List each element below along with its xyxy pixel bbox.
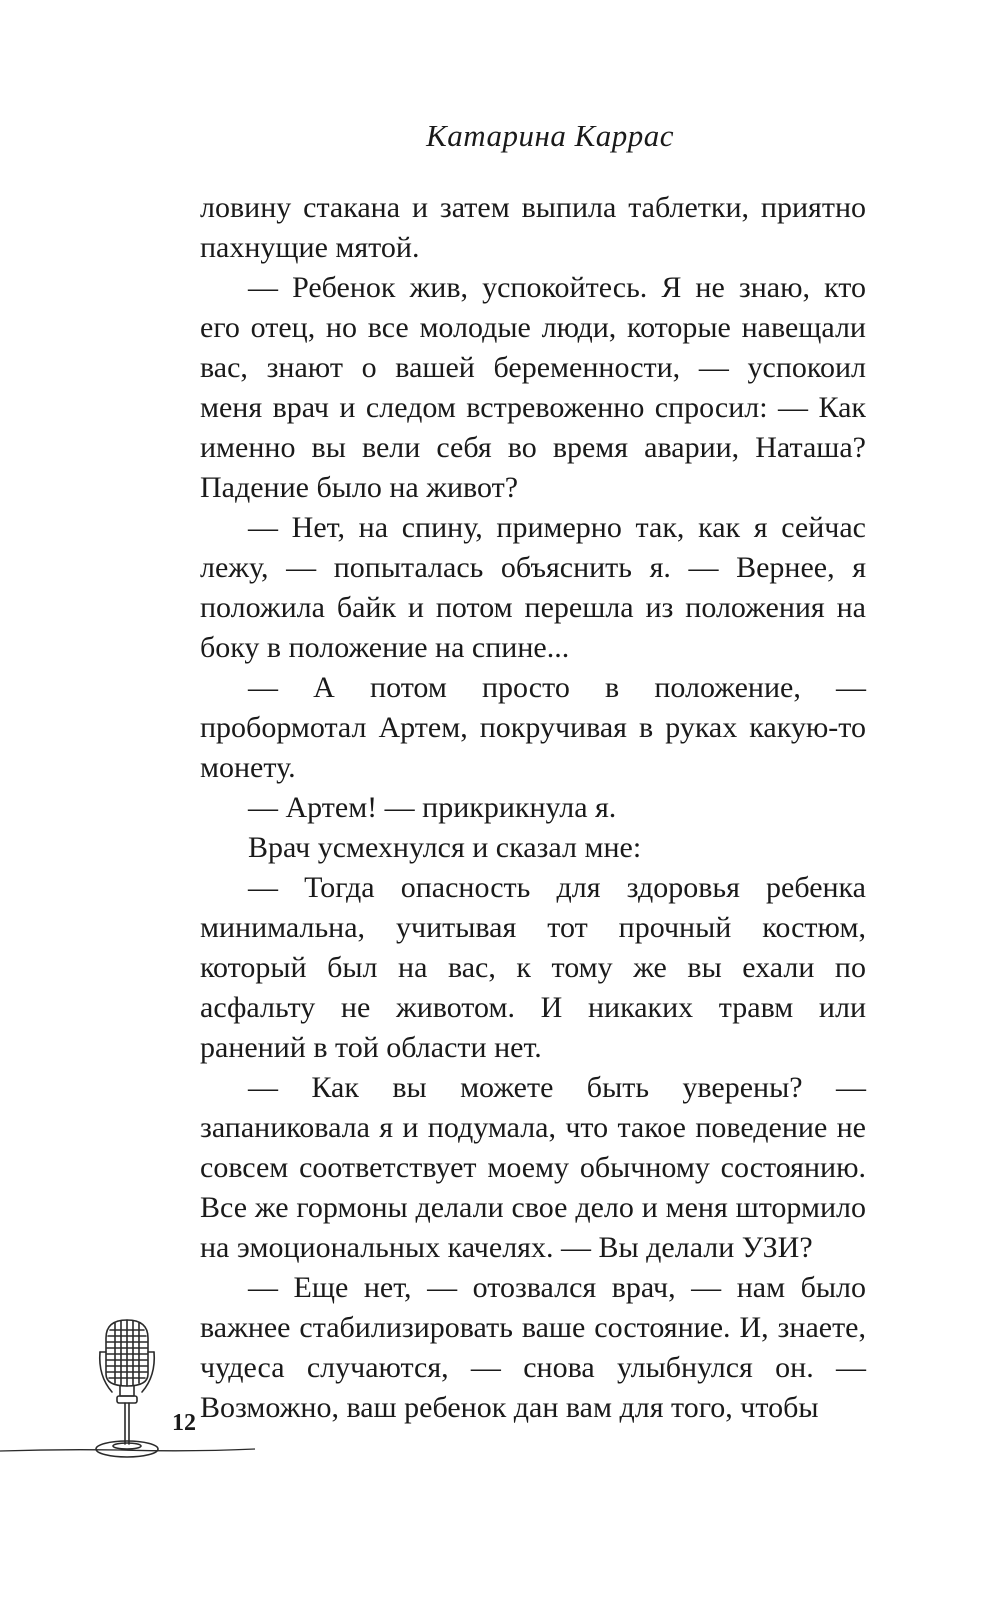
paragraph: — Ребенок жив, успокойтесь. Я не знаю, кто его отец, но все молодые люди, которые навещали вас, знают о вашей беременности, — успокоил меня врач и следом встревоженно спросил: — Как именно вы вели себя во время аварии, Наташа? Падение было на живот? xyxy=(200,271,866,504)
floor-line xyxy=(0,1441,260,1461)
paragraph: — Тогда опасность для здоровья ребенка минимальна, учитывая тот прочный костюм, который был на вас, к тому же вы ехали по асфальту не животом. И никаких травм или ранений в той области нет. xyxy=(200,871,866,1064)
running-header: Катарина Каррас xyxy=(426,118,674,153)
paragraph: — А потом просто в положение, — пробормотал Артем, покручивая в руках какую-то монету. xyxy=(200,671,866,784)
body-text xyxy=(200,188,866,1428)
paragraph: ловину стакана и затем выпила таблетки, приятно пахнущие мятой. xyxy=(200,191,866,264)
paragraph: — Нет, на спину, примерно так, как я сейчас лежу, — попыталась объяснить я. — Вернее, я положила байк и потом перешла из положения на боку в положение на спине... xyxy=(200,511,866,664)
paragraph: Врач усмехнулся и сказал мне: xyxy=(248,831,642,864)
paragraph: — Как вы можете быть уверены? — запаниковала я и подумала, что такое поведение не совсем соответствует моему обычному состоянию. Все же гормоны делали свое дело и меня штормило на эмоциональных качелях. — Вы делали УЗИ? xyxy=(200,1071,866,1264)
page-number: 12 xyxy=(172,1410,196,1436)
paragraph: — Еще нет, — отозвался врач, — нам было важнее стабилизировать ваше состояние. И, знаете, чудеса случаются, — снова улыбнулся он. — Возможно, ваш ребенок дан вам для того, чтобы xyxy=(200,1271,866,1424)
paragraph: — Артем! — прикрикнула я. xyxy=(248,791,617,824)
